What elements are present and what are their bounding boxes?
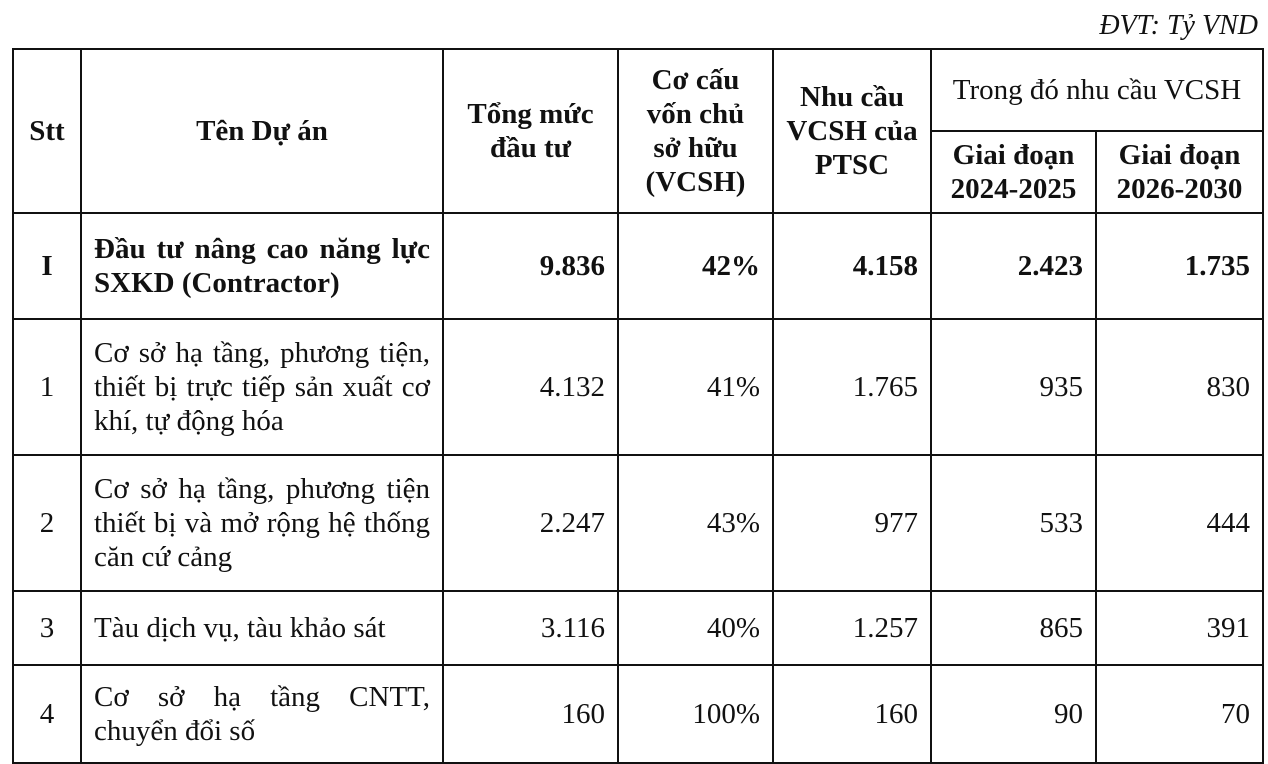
- cell-project-name: Tàu dịch vụ, tàu khảo sát: [81, 591, 443, 665]
- table-row: [13, 213, 1263, 319]
- cell-total-investment: 3.116: [443, 591, 618, 665]
- cell-phase-2024-2025: 935: [931, 319, 1096, 455]
- header-phase-2026-2030: Giai đoạn 2026-2030: [1096, 131, 1263, 213]
- unit-note: ĐVT: Tỷ VND: [1099, 10, 1258, 41]
- cell-phase-2026-2030: 70: [1096, 665, 1263, 763]
- table-row: [13, 455, 1263, 591]
- header-total-investment: Tổng mức đầu tư: [443, 49, 618, 213]
- cell-equity-ratio: 40%: [618, 591, 773, 665]
- header-ptsc-equity-need: Nhu cầu VCSH của PTSC: [773, 49, 931, 213]
- cell-ptsc-equity-need: 160: [773, 665, 931, 763]
- cell-ptsc-equity-need: 1.765: [773, 319, 931, 455]
- cell-ptsc-equity-need: 1.257: [773, 591, 931, 665]
- header-equity-ratio: Cơ cấu vốn chủ sở hữu (VCSH): [618, 49, 773, 213]
- header-phase-2024-2025: Giai đoạn 2024-2025: [931, 131, 1096, 213]
- cell-stt: I: [13, 213, 81, 319]
- cell-stt: 4: [13, 665, 81, 763]
- header-stt: Stt: [13, 49, 81, 213]
- investment-table: [12, 48, 1264, 764]
- cell-project-name: Cơ sở hạ tầng, phương tiện thiết bị và mở rộng hệ thống căn cứ cảng: [81, 455, 443, 591]
- cell-phase-2024-2025: 865: [931, 591, 1096, 665]
- cell-phase-2026-2030: 391: [1096, 591, 1263, 665]
- cell-phase-2024-2025: 90: [931, 665, 1096, 763]
- cell-stt: 2: [13, 455, 81, 591]
- cell-total-investment: 9.836: [443, 213, 618, 319]
- cell-equity-ratio: 43%: [618, 455, 773, 591]
- cell-ptsc-equity-need: 4.158: [773, 213, 931, 319]
- cell-equity-ratio: 100%: [618, 665, 773, 763]
- cell-project-name: Cơ sở hạ tầng, phương tiện, thiết bị trực tiếp sản xuất cơ khí, tự động hóa: [81, 319, 443, 455]
- cell-stt: 3: [13, 591, 81, 665]
- header-project-name: Tên Dự án: [81, 49, 443, 213]
- cell-phase-2026-2030: 444: [1096, 455, 1263, 591]
- cell-phase-2024-2025: 2.423: [931, 213, 1096, 319]
- header-equity-need-group: Trong đó nhu cầu VCSH: [931, 49, 1263, 131]
- cell-equity-ratio: 41%: [618, 319, 773, 455]
- cell-phase-2026-2030: 1.735: [1096, 213, 1263, 319]
- cell-equity-ratio: 42%: [618, 213, 773, 319]
- cell-ptsc-equity-need: 977: [773, 455, 931, 591]
- cell-total-investment: 4.132: [443, 319, 618, 455]
- table-header-row: [13, 49, 1263, 131]
- cell-project-name: Cơ sở hạ tầng CNTT, chuyển đổi số: [81, 665, 443, 763]
- table-row: [13, 591, 1263, 665]
- cell-total-investment: 2.247: [443, 455, 618, 591]
- cell-stt: 1: [13, 319, 81, 455]
- table-row: [13, 665, 1263, 763]
- cell-project-name: Đầu tư nâng cao năng lực SXKD (Contractor): [81, 213, 443, 319]
- cell-phase-2024-2025: 533: [931, 455, 1096, 591]
- cell-total-investment: 160: [443, 665, 618, 763]
- cell-phase-2026-2030: 830: [1096, 319, 1263, 455]
- table-row: [13, 319, 1263, 455]
